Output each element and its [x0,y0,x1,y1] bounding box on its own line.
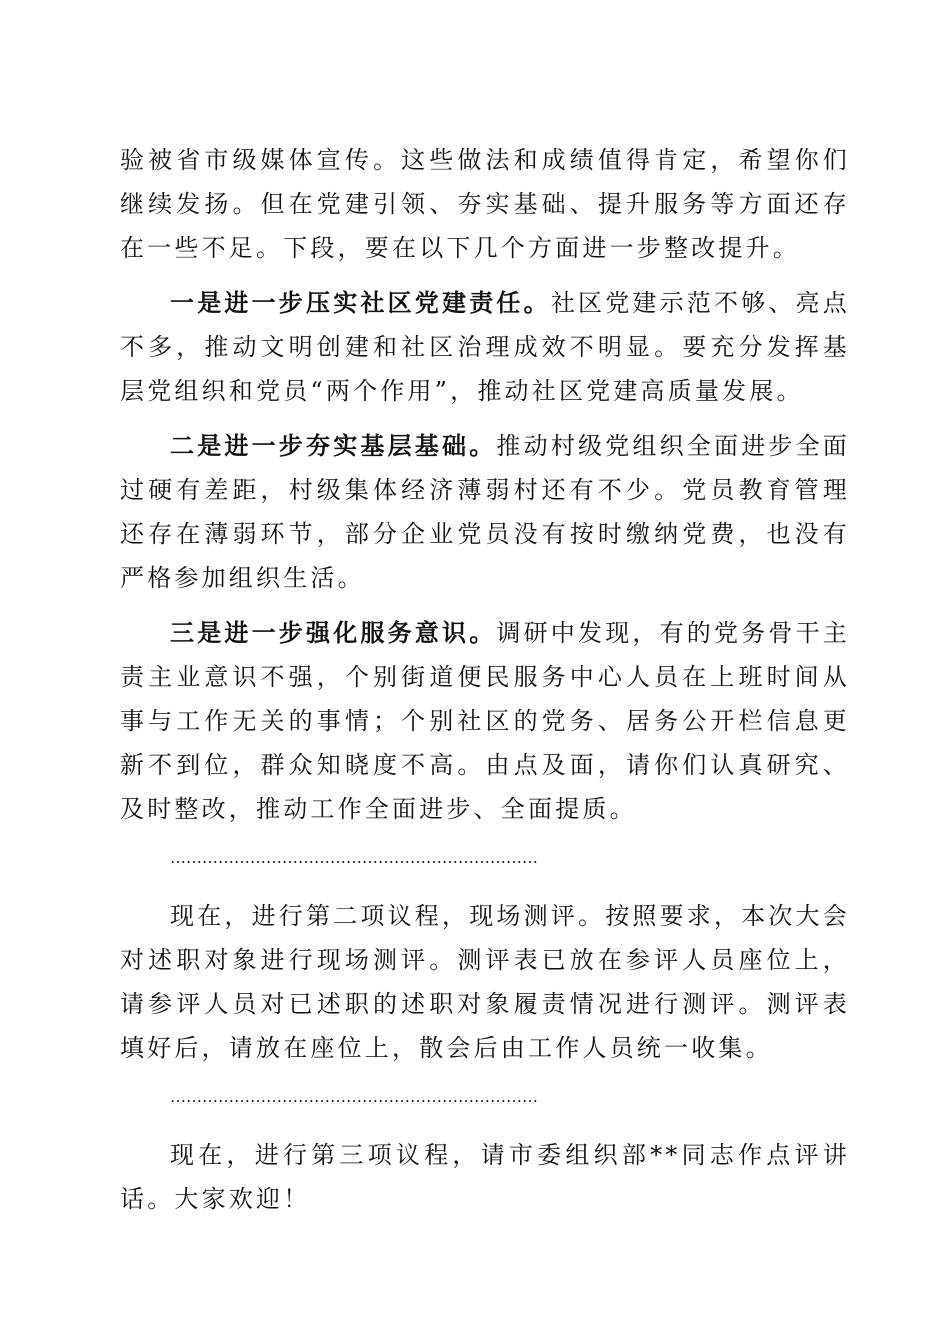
point-3-body: 调研中发现，有的党务骨干主责主业意识不强，个别街道便民服务中心人员在上班时间从事与工作无关的事情；个别社区的党务、居务公开栏信息更新不到位，群众知晓度不高。由点及面，请你们认真研究、及时整改，推动工作全面进步、全面提质。 [120,619,851,823]
paragraph-point-1 [120,281,850,413]
point-1-lead: 一是进一步压实社区党建责任。 [170,288,551,317]
point-3-lead: 三是进一步强化服务意识。 [170,618,497,647]
paragraph-point-2 [120,424,850,600]
separator-dots: …………………………………………………………… [170,848,538,867]
paragraph-agenda-3: 现在，进行第三项议程，请市委组织部**同志作点评讲话。大家欢迎！ [120,1141,850,1213]
paragraph-agenda-2: 现在，进行第二项议程，现场测评。按照要求，本次大会对述职对象进行现场测评。测评表已放在参评人员座位上，请参评人员对已述职的述职对象履责情况进行测评。测评表填好后，请放在座位上，散会后由工作人员统一收集。 [120,902,850,1062]
point-2-lead: 二是进一步夯实基层基础。 [170,431,497,460]
document-page [120,138,850,1232]
separator-dots: …………………………………………………………… [170,1087,538,1106]
paragraph-point-3 [120,611,850,831]
paragraph-intro: 验被省市级媒体宣传。这些做法和成绩值得肯定，希望你们继续发扬。但在党建引领、夯实基础、提升服务等方面还存在一些不足。下段，要在以下几个方面进一步整改提升。 [120,146,850,262]
point-1-body: 社区党建示范不够、亮点不多，推动文明创建和社区治理成效不明显。要充分发挥基层党组织和党员“两个作用”，推动社区党建高质量发展。 [120,289,851,405]
point-2-body: 推动村级党组织全面进步全面过硬有差距，村级集体经济薄弱村还有不少。党员教育管理还存在薄弱环节，部分企业党员没有按时缴纳党费，也没有严格参加组织生活。 [120,432,851,592]
